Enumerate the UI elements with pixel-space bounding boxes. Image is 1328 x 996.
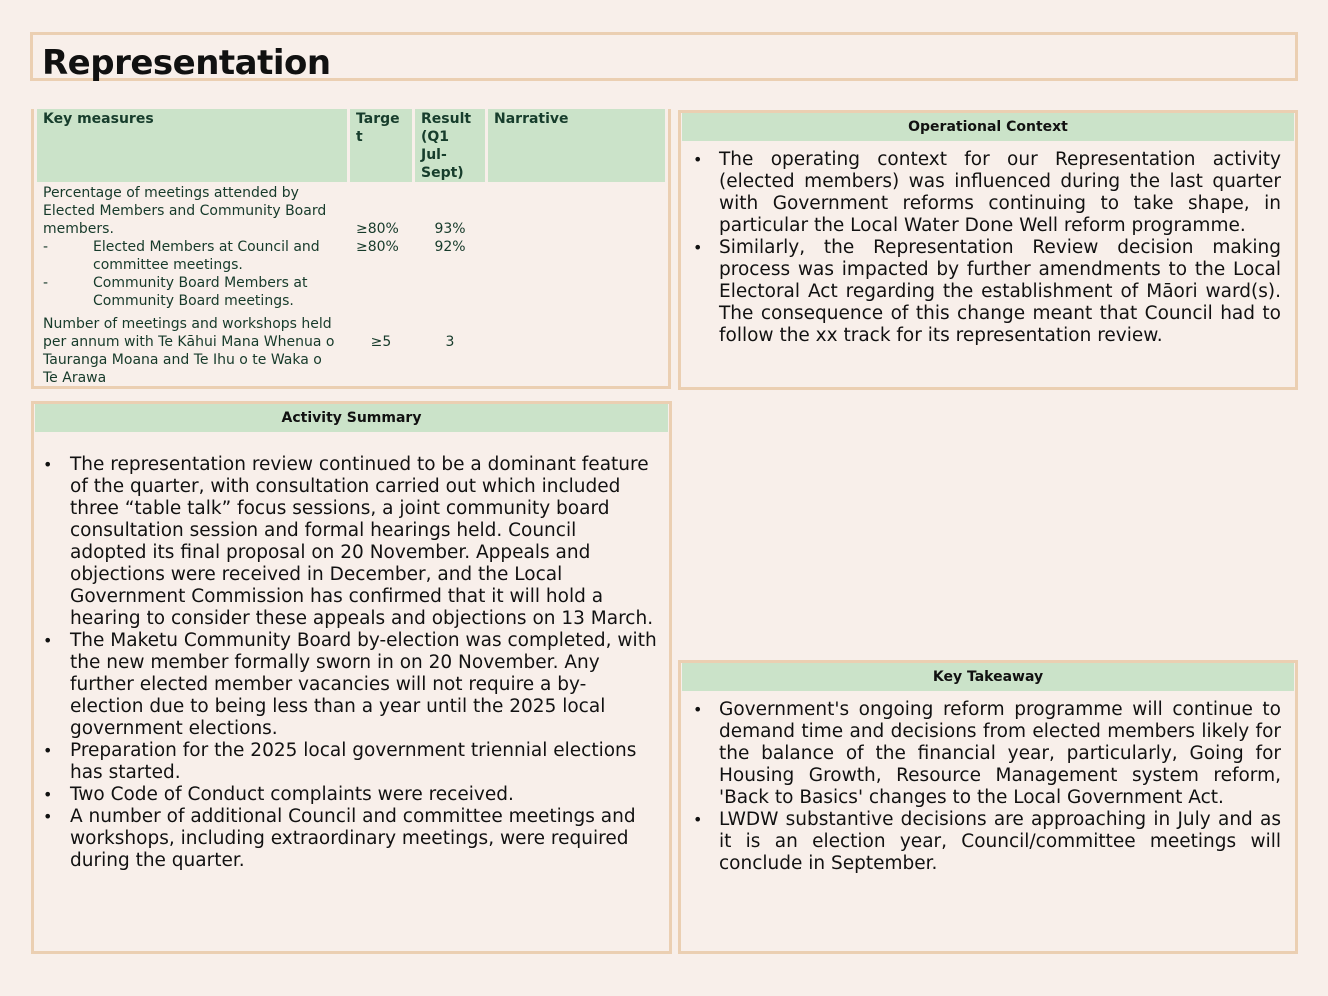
target-value: ≥80% (356, 221, 399, 237)
measure-cell: Number of meetings and workshops held per annum with Te Kāhui Mana Whenua o Tauranga Moana and Te Ihu o te Waka o Te Arawa (43, 316, 335, 386)
title-banner (30, 32, 1298, 81)
list-item: • The representation review continued to be a dominant feature of the quarter, with consultation carried out which included three “table talk” focus sessions, a joint community board consultation session and formal hearings held. Council adopted its final proposal on 20 November. Appeals and objections were received in December, and the Local Government Commission has confirmed that it will hold a hearing to consider these appeals and objections on 13 March. (34, 454, 657, 630)
sub-item-text: Community Board Members at Community Board meetings. (93, 275, 308, 309)
result-value: 93% (434, 221, 466, 237)
list-item: • Two Code of Conduct complaints were received. (34, 784, 657, 806)
target-cell (350, 182, 412, 310)
result-value: 92% (434, 239, 466, 255)
sub-item-dash: - (43, 239, 49, 255)
key-measures-panel (31, 109, 671, 389)
target-cell: ≥5 (370, 334, 392, 350)
sub-item (43, 238, 341, 274)
header-result: Result (Q1 Jul-Sept) (415, 109, 485, 182)
list-item: • Preparation for the 2025 local government triennial elections has started. (34, 740, 657, 784)
list-item: • The Maketu Community Board by-election was completed, with the new member formally sworn in on 20 November. Any further elected member vacancies will not require a by-election due to being less than a year until the 2025 local government elections. (34, 630, 657, 740)
key-takeaway-heading: Key Takeaway (682, 663, 1294, 691)
sub-item-dash: - (43, 275, 49, 291)
sub-item-text: Elected Members at Council and committee meetings. (93, 239, 320, 273)
activity-summary-list (34, 454, 657, 872)
key-takeaway-list (683, 699, 1281, 875)
table-row (37, 310, 665, 387)
activity-summary-heading: Activity Summary (35, 404, 668, 432)
table-row (37, 182, 665, 310)
narrative-cell (488, 182, 665, 310)
operational-context-heading: Operational Context (682, 113, 1294, 141)
measure-text: Percentage of meetings attended by Elected Members and Community Board members. (43, 185, 327, 237)
result-cell: 3 (445, 334, 455, 350)
list-item: • A number of additional Council and committee meetings and workshops, including extraordinary meetings, were required during the quarter. (34, 806, 657, 872)
key-takeaway-panel (678, 660, 1298, 954)
list-item: • LWDW substantive decisions are approaching in July and as it is an election year, Council/committee meetings will conclude in September. (683, 809, 1281, 875)
header-narrative: Narrative (488, 109, 665, 182)
list-item: • Government's ongoing reform programme will continue to demand time and decisions from elected members likely for the balance of the financial year, particularly, Going for Housing Growth, Resource Management system reform, 'Back to Basics' changes to the Local Government Act. (683, 699, 1281, 809)
operational-context-panel (678, 110, 1298, 390)
key-measures-table (34, 109, 668, 387)
target-value: ≥80% (356, 239, 399, 255)
header-key-measures: Key measures (37, 109, 347, 182)
table-header-row (37, 109, 665, 182)
operational-context-list (683, 149, 1281, 347)
narrative-cell (488, 310, 665, 387)
sub-item (43, 274, 341, 310)
page-title: Representation (42, 43, 331, 83)
result-cell (415, 182, 485, 310)
activity-summary-panel (31, 401, 672, 954)
list-item: • The operating context for our Representation activity (elected members) was influenced during the last quarter with Government reforms continuing to take shape, in particular the Local Water Done Well reform programme. (683, 149, 1281, 237)
header-target: Targe t (350, 109, 412, 182)
measure-cell (37, 182, 347, 310)
list-item: • Similarly, the Representation Review decision making process was impacted by further amendments to the Local Electoral Act regarding the establishment of Māori ward(s). The consequence of this change meant that Council had to follow the xx track for its representation review. (683, 237, 1281, 347)
